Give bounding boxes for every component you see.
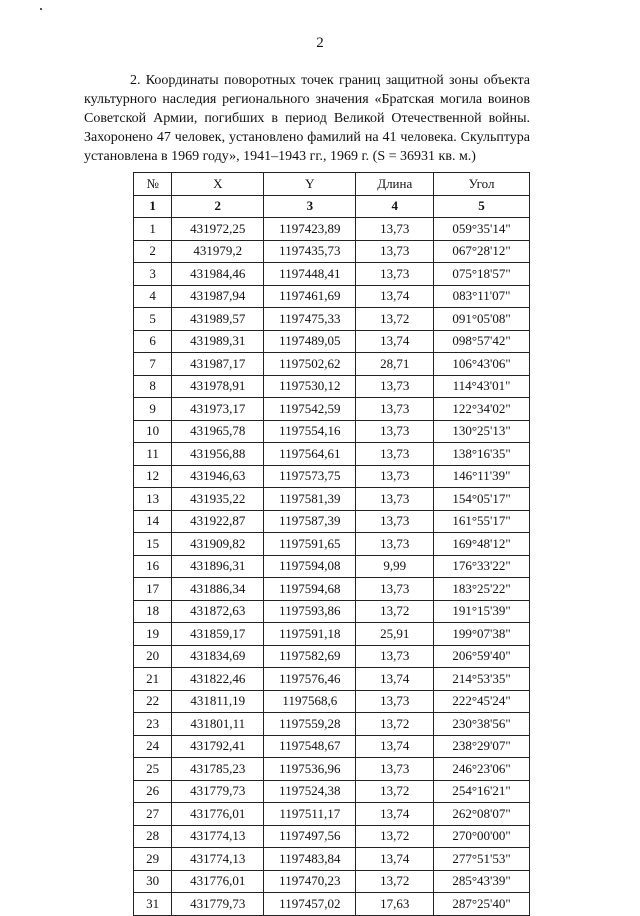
x-coordinate-cell: 431978,91 xyxy=(172,375,264,398)
y-coordinate-cell: 1197457,02 xyxy=(264,893,356,916)
length-cell: 13,73 xyxy=(356,465,434,488)
y-coordinate-cell: 1197548,67 xyxy=(264,735,356,758)
x-coordinate-cell: 431779,73 xyxy=(172,893,264,916)
x-coordinate-cell: 431811,19 xyxy=(172,690,264,713)
header-number: № xyxy=(134,173,172,196)
point-number-cell: 30 xyxy=(134,870,172,893)
point-number-cell: 17 xyxy=(134,578,172,601)
y-coordinate-cell: 1197497,56 xyxy=(264,825,356,848)
table-row xyxy=(134,353,530,376)
table-row xyxy=(134,713,530,736)
table-row xyxy=(134,398,530,421)
angle-cell: 246°23'06" xyxy=(434,758,530,781)
table-row xyxy=(134,488,530,511)
length-cell: 13,73 xyxy=(356,510,434,533)
angle-cell: 075°18'57" xyxy=(434,263,530,286)
table-row xyxy=(134,690,530,713)
x-coordinate-cell: 431987,94 xyxy=(172,285,264,308)
x-coordinate-cell: 431909,82 xyxy=(172,533,264,556)
y-coordinate-cell: 1197587,39 xyxy=(264,510,356,533)
length-cell: 13,73 xyxy=(356,578,434,601)
angle-cell: 138°16'35" xyxy=(434,443,530,466)
angle-cell: 214°53'35" xyxy=(434,668,530,691)
page-number: 2 xyxy=(316,35,324,51)
point-number-cell: 25 xyxy=(134,758,172,781)
column-number-row xyxy=(134,195,530,218)
x-coordinate-cell: 431956,88 xyxy=(172,443,264,466)
table-row xyxy=(134,263,530,286)
y-coordinate-cell: 1197511,17 xyxy=(264,803,356,826)
point-number-cell: 11 xyxy=(134,443,172,466)
coordinates-table xyxy=(133,172,530,916)
table-row xyxy=(134,443,530,466)
x-coordinate-cell: 431984,46 xyxy=(172,263,264,286)
header-y: Y xyxy=(264,173,356,196)
paragraph-line: 2. Координаты поворотных точек границ защитной зоны объекта xyxy=(130,73,530,88)
point-number-cell: 27 xyxy=(134,803,172,826)
y-coordinate-cell: 1197530,12 xyxy=(264,375,356,398)
length-cell: 13,72 xyxy=(356,825,434,848)
scan-artifact-dot xyxy=(40,8,42,10)
point-number-cell: 9 xyxy=(134,398,172,421)
y-coordinate-cell: 1197536,96 xyxy=(264,758,356,781)
point-number-cell: 29 xyxy=(134,848,172,871)
x-coordinate-cell: 431774,13 xyxy=(172,825,264,848)
length-cell: 13,72 xyxy=(356,713,434,736)
paragraph-line: культурного наследия регионального значения «Братская могила воинов xyxy=(84,92,530,107)
length-cell: 28,71 xyxy=(356,353,434,376)
paragraph-line: установлена в 1969 году», 1941–1943 гг., 1969 г. (S = 36931 кв. м.) xyxy=(84,149,476,164)
angle-cell: 176°33'22" xyxy=(434,555,530,578)
point-number-cell: 14 xyxy=(134,510,172,533)
table-row xyxy=(134,623,530,646)
y-coordinate-cell: 1197582,69 xyxy=(264,645,356,668)
angle-cell: 122°34'02" xyxy=(434,398,530,421)
x-coordinate-cell: 431774,13 xyxy=(172,848,264,871)
table-row xyxy=(134,218,530,241)
table-row xyxy=(134,533,530,556)
angle-cell: 270°00'00" xyxy=(434,825,530,848)
point-number-cell: 5 xyxy=(134,308,172,331)
point-number-cell: 7 xyxy=(134,353,172,376)
point-number-cell: 10 xyxy=(134,420,172,443)
table-row xyxy=(134,735,530,758)
y-coordinate-cell: 1197489,05 xyxy=(264,330,356,353)
angle-cell: 199°07'38" xyxy=(434,623,530,646)
x-coordinate-cell: 431776,01 xyxy=(172,803,264,826)
x-coordinate-cell: 431987,17 xyxy=(172,353,264,376)
x-coordinate-cell: 431989,31 xyxy=(172,330,264,353)
length-cell: 13,74 xyxy=(356,735,434,758)
point-number-cell: 12 xyxy=(134,465,172,488)
table-row xyxy=(134,893,530,916)
angle-cell: 106°43'06" xyxy=(434,353,530,376)
length-cell: 13,72 xyxy=(356,308,434,331)
length-cell: 13,74 xyxy=(356,330,434,353)
angle-cell: 098°57'42" xyxy=(434,330,530,353)
x-coordinate-cell: 431946,63 xyxy=(172,465,264,488)
y-coordinate-cell: 1197559,28 xyxy=(264,713,356,736)
x-coordinate-cell: 431965,78 xyxy=(172,420,264,443)
x-coordinate-cell: 431989,57 xyxy=(172,308,264,331)
angle-cell: 114°43'01" xyxy=(434,375,530,398)
y-coordinate-cell: 1197524,38 xyxy=(264,780,356,803)
section-paragraph xyxy=(84,71,530,166)
angle-cell: 169°48'12" xyxy=(434,533,530,556)
x-coordinate-cell: 431822,46 xyxy=(172,668,264,691)
angle-cell: 277°51'53" xyxy=(434,848,530,871)
paragraph-line: Советской Армии, погибших в период Великой Отечественной войны. xyxy=(84,111,530,126)
length-cell: 13,73 xyxy=(356,533,434,556)
angle-cell: 130°25'13" xyxy=(434,420,530,443)
y-coordinate-cell: 1197502,62 xyxy=(264,353,356,376)
angle-cell: 254°16'21" xyxy=(434,780,530,803)
x-coordinate-cell: 431973,17 xyxy=(172,398,264,421)
table-row xyxy=(134,758,530,781)
table-row xyxy=(134,375,530,398)
point-number-cell: 15 xyxy=(134,533,172,556)
x-coordinate-cell: 431779,73 xyxy=(172,780,264,803)
length-cell: 13,73 xyxy=(356,488,434,511)
angle-cell: 238°29'07" xyxy=(434,735,530,758)
y-coordinate-cell: 1197573,75 xyxy=(264,465,356,488)
y-coordinate-cell: 1197591,18 xyxy=(264,623,356,646)
y-coordinate-cell: 1197594,08 xyxy=(264,555,356,578)
x-coordinate-cell: 431776,01 xyxy=(172,870,264,893)
angle-cell: 161°55'17" xyxy=(434,510,530,533)
length-cell: 13,73 xyxy=(356,645,434,668)
column-number: 5 xyxy=(434,195,530,218)
y-coordinate-cell: 1197475,33 xyxy=(264,308,356,331)
angle-cell: 287°25'40" xyxy=(434,893,530,916)
length-cell: 13,74 xyxy=(356,285,434,308)
y-coordinate-cell: 1197470,23 xyxy=(264,870,356,893)
angle-cell: 285°43'39" xyxy=(434,870,530,893)
y-coordinate-cell: 1197591,65 xyxy=(264,533,356,556)
point-number-cell: 20 xyxy=(134,645,172,668)
header-x: X xyxy=(172,173,264,196)
point-number-cell: 22 xyxy=(134,690,172,713)
point-number-cell: 18 xyxy=(134,600,172,623)
angle-cell: 191°15'39" xyxy=(434,600,530,623)
angle-cell: 067°28'12" xyxy=(434,240,530,263)
length-cell: 17,63 xyxy=(356,893,434,916)
point-number-cell: 28 xyxy=(134,825,172,848)
y-coordinate-cell: 1197581,39 xyxy=(264,488,356,511)
table-row xyxy=(134,780,530,803)
table-row xyxy=(134,465,530,488)
length-cell: 25,91 xyxy=(356,623,434,646)
length-cell: 13,73 xyxy=(356,690,434,713)
length-cell: 13,74 xyxy=(356,803,434,826)
angle-cell: 206°59'40" xyxy=(434,645,530,668)
table-row xyxy=(134,285,530,308)
point-number-cell: 19 xyxy=(134,623,172,646)
length-cell: 9,99 xyxy=(356,555,434,578)
header-length: Длина xyxy=(356,173,434,196)
y-coordinate-cell: 1197593,86 xyxy=(264,600,356,623)
y-coordinate-cell: 1197568,6 xyxy=(264,690,356,713)
table-row xyxy=(134,308,530,331)
length-cell: 13,72 xyxy=(356,780,434,803)
y-coordinate-cell: 1197448,41 xyxy=(264,263,356,286)
length-cell: 13,72 xyxy=(356,600,434,623)
length-cell: 13,73 xyxy=(356,420,434,443)
column-number: 1 xyxy=(134,195,172,218)
y-coordinate-cell: 1197594,68 xyxy=(264,578,356,601)
length-cell: 13,73 xyxy=(356,375,434,398)
angle-cell: 146°11'39" xyxy=(434,465,530,488)
x-coordinate-cell: 431886,34 xyxy=(172,578,264,601)
x-coordinate-cell: 431922,87 xyxy=(172,510,264,533)
angle-cell: 222°45'24" xyxy=(434,690,530,713)
x-coordinate-cell: 431896,31 xyxy=(172,555,264,578)
table-row xyxy=(134,240,530,263)
x-coordinate-cell: 431872,63 xyxy=(172,600,264,623)
y-coordinate-cell: 1197461,69 xyxy=(264,285,356,308)
table-row xyxy=(134,420,530,443)
length-cell: 13,74 xyxy=(356,668,434,691)
table-header-row xyxy=(134,173,530,196)
length-cell: 13,73 xyxy=(356,218,434,241)
point-number-cell: 23 xyxy=(134,713,172,736)
point-number-cell: 2 xyxy=(134,240,172,263)
angle-cell: 183°25'22" xyxy=(434,578,530,601)
x-coordinate-cell: 431979,2 xyxy=(172,240,264,263)
table-row xyxy=(134,330,530,353)
point-number-cell: 26 xyxy=(134,780,172,803)
length-cell: 13,73 xyxy=(356,443,434,466)
angle-cell: 083°11'07" xyxy=(434,285,530,308)
y-coordinate-cell: 1197576,46 xyxy=(264,668,356,691)
header-angle: Угол xyxy=(434,173,530,196)
length-cell: 13,73 xyxy=(356,240,434,263)
x-coordinate-cell: 431834,69 xyxy=(172,645,264,668)
length-cell: 13,73 xyxy=(356,263,434,286)
table-row xyxy=(134,848,530,871)
y-coordinate-cell: 1197564,61 xyxy=(264,443,356,466)
length-cell: 13,73 xyxy=(356,398,434,421)
y-coordinate-cell: 1197435,73 xyxy=(264,240,356,263)
x-coordinate-cell: 431859,17 xyxy=(172,623,264,646)
table-row xyxy=(134,645,530,668)
point-number-cell: 6 xyxy=(134,330,172,353)
point-number-cell: 3 xyxy=(134,263,172,286)
y-coordinate-cell: 1197483,84 xyxy=(264,848,356,871)
point-number-cell: 4 xyxy=(134,285,172,308)
length-cell: 13,73 xyxy=(356,758,434,781)
table-row xyxy=(134,668,530,691)
y-coordinate-cell: 1197423,89 xyxy=(264,218,356,241)
x-coordinate-cell: 431792,41 xyxy=(172,735,264,758)
y-coordinate-cell: 1197542,59 xyxy=(264,398,356,421)
point-number-cell: 24 xyxy=(134,735,172,758)
point-number-cell: 13 xyxy=(134,488,172,511)
point-number-cell: 21 xyxy=(134,668,172,691)
table-row xyxy=(134,578,530,601)
x-coordinate-cell: 431801,11 xyxy=(172,713,264,736)
table-row xyxy=(134,825,530,848)
table-row xyxy=(134,600,530,623)
angle-cell: 230°38'56" xyxy=(434,713,530,736)
x-coordinate-cell: 431785,23 xyxy=(172,758,264,781)
x-coordinate-cell: 431935,22 xyxy=(172,488,264,511)
table-row xyxy=(134,510,530,533)
length-cell: 13,74 xyxy=(356,848,434,871)
paragraph-line: Захоронено 47 человек, установлено фамилий на 41 человека. Скульптура xyxy=(84,130,530,145)
column-number: 4 xyxy=(356,195,434,218)
angle-cell: 091°05'08" xyxy=(434,308,530,331)
table-row xyxy=(134,803,530,826)
point-number-cell: 8 xyxy=(134,375,172,398)
y-coordinate-cell: 1197554,16 xyxy=(264,420,356,443)
table-row xyxy=(134,555,530,578)
table-row xyxy=(134,870,530,893)
angle-cell: 262°08'07" xyxy=(434,803,530,826)
point-number-cell: 31 xyxy=(134,893,172,916)
x-coordinate-cell: 431972,25 xyxy=(172,218,264,241)
angle-cell: 059°35'14" xyxy=(434,218,530,241)
point-number-cell: 1 xyxy=(134,218,172,241)
angle-cell: 154°05'17" xyxy=(434,488,530,511)
point-number-cell: 16 xyxy=(134,555,172,578)
column-number: 2 xyxy=(172,195,264,218)
column-number: 3 xyxy=(264,195,356,218)
length-cell: 13,72 xyxy=(356,870,434,893)
